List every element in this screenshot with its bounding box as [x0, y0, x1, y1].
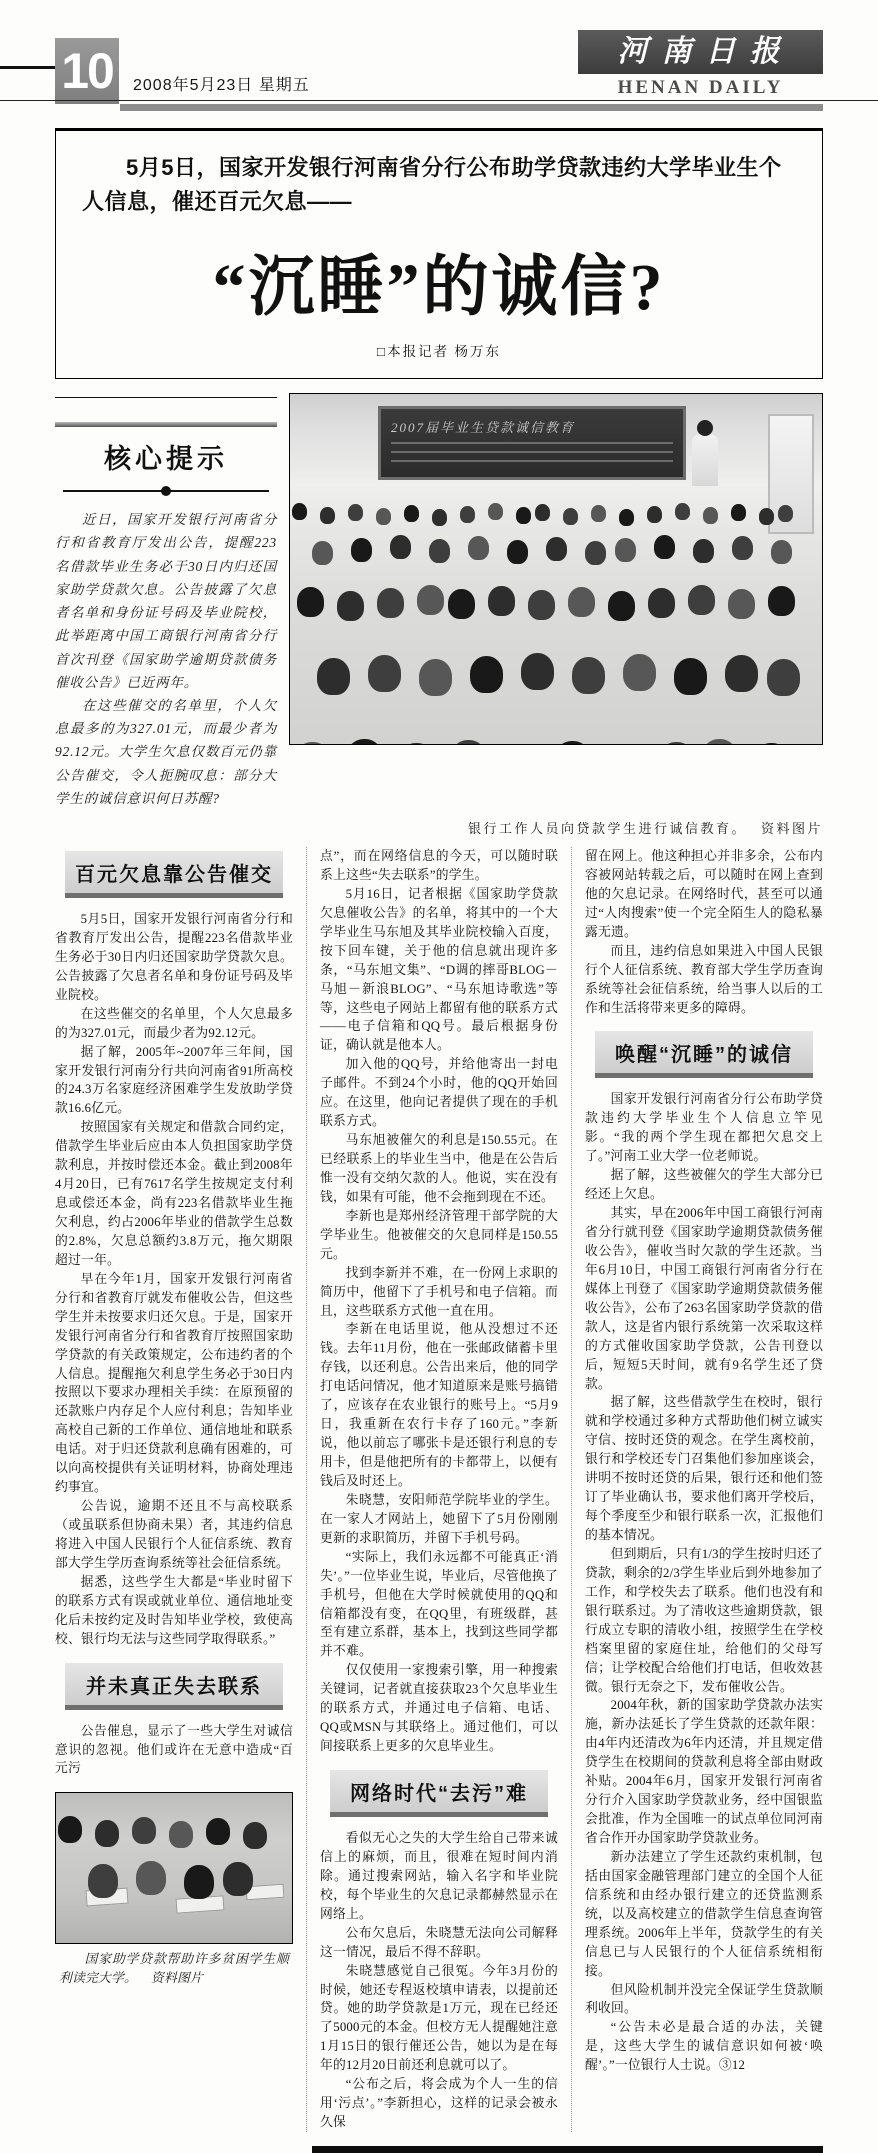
student-head: [674, 658, 707, 695]
student-head: [376, 508, 391, 525]
column-middle: [306, 847, 558, 2132]
student-head: [501, 744, 540, 745]
body-paragraph: 留在网上。他这种担心并非多余，公布内容被网站转载之后，可以随时在网上查到他的欠息记录。在网络时代，甚至可以通过“人肉搜索”使一个完全陌生人的隐私暴露无遗。: [585, 849, 823, 939]
divider: [55, 397, 277, 398]
masthead-english: HENAN DAILY: [617, 77, 784, 98]
body-paragraph: 朱晓慧感觉自己很冤。今年3月份的时候，她还专程返校填申请表，以提前还贷。她的助学贷款是1万元，现在已经还了5000元的本金。但校方无人提醒她注意1月15日的银行催还公告，她以为是在每年的12月20日前还利息就可以了。: [320, 1963, 558, 2073]
page-bottom-rule: [312, 2146, 823, 2153]
student-head: [88, 1864, 118, 1898]
student-head: [591, 505, 606, 522]
body-paragraph: “实际上，我们永远都不可能真正‘消失’。”一位毕业生说，毕业后，尽管他换了手机号，但他在大学时候就使用的QQ和信箱都没有变，在QQ里，有班级群，甚至有建立系群，基本上，找到这些同学都并不难。: [320, 1549, 558, 1659]
headline-kicker: 5月5日，国家开发银行河南省分行公布助学贷款违约大学毕业生个人信息，催还百元欠息——: [82, 155, 782, 215]
student-head: [615, 538, 636, 562]
student-head: [348, 504, 363, 521]
student-head: [345, 739, 384, 745]
main-photo-caption: [55, 818, 823, 837]
student-head: [169, 1821, 193, 1848]
student-head: [377, 588, 404, 618]
page-number: 10: [55, 38, 119, 104]
student-head: [390, 535, 411, 559]
body-paragraph: “公告未必是最合适的办法，关键是，这些大学生的诚信意识如何被‘唤醒’。”一位银行人士说。③12: [585, 2020, 823, 2073]
student-head: [568, 587, 595, 617]
article-body: [55, 847, 823, 2132]
small-photo-caption: [59, 1950, 289, 1988]
section-heading-3: 网络时代“去污”难: [330, 1770, 548, 1817]
student-head: [778, 505, 793, 522]
student-head: [293, 742, 332, 745]
student-head: [731, 504, 746, 521]
column-left: [55, 847, 293, 2132]
body-paragraph: 5月16日，记者根据《国家助学贷款欠息催收公告》的名单，将其中的一个大学毕业生马东旭及其毕业院校输入百度，按下回车键，关于他的信息就出现许多条，“马东旭文集”、“D调的摔哥BLOG－马旭－新浪BLOG”、“马东旭诗歌选”等等，这些电子网站上都留有他的联系方式——电子信箱和QQ号。最后根据身份证，确认就是他本人。: [320, 886, 558, 1053]
body-paragraph: 马东旭被催欠的利息是150.55元。在已经联系上的毕业生当中，他是在公告后惟一没有交纳欠款的人。他说，实在没有钱，如果有可能，他不会拖到现在不还。: [320, 1133, 558, 1204]
masthead-logo: 河南日报: [578, 30, 823, 74]
body-paragraph: 但到期后，只有1/3的学生按时归还了贷款，剩余的2/3学生毕业后到外地参加了工作，和学校失去了联系。他们也没有和银行联系过。为了清收这些逾期贷款，银行成立专职的清收小组，按照学生在学校档案里留的家庭住址，给他们的父母写信；让学校配合给他们打电话，但收效甚微。银行无奈之下，发布催收公告。: [585, 1546, 823, 1694]
student-head: [546, 537, 567, 561]
student-head: [419, 659, 452, 696]
student-head: [468, 536, 489, 560]
student-head: [95, 1820, 119, 1847]
student-head: [521, 653, 554, 690]
student-head: [693, 539, 714, 563]
body-paragraph: 公告催息，显示了一些大学生对诚信意识的忽视。他们或许在无意中造成“百元污: [55, 1723, 293, 1776]
student-head: [752, 743, 791, 745]
body-paragraph: 新办法建立了学生还款约束机制，包括由国家金融管理部门建立的全国个人征信系统和由经办银行建立的还贷监测系统，以及高校建立的借款学生信息查询管理系统。2006年上半年，贷款学生的有关信息已与人民银行的个人征信系统相衔接。: [585, 1849, 823, 1978]
student-head: [397, 743, 436, 745]
header-hairline: [0, 100, 878, 101]
body-paragraph: 据了解，这些被催欠的学生大部分已经还上欠息。: [585, 1168, 823, 1202]
body-paragraph: 李新也是郑州经济管理干部学院的大学毕业生。他被催交的欠息同样是150.55元。: [320, 1208, 558, 1261]
student-head: [184, 1865, 214, 1899]
body-paragraph: 找到李新并不难，在一份网上求职的简历中，他留下了手机号和电子信箱。而且，这些联系方式他一直在用。: [320, 1265, 558, 1318]
body-paragraph: 李新在电话里说，他从没想过不还钱。去年11月份，他在一张邮政储蓄卡里存钱，以还利息。公告出来后，他的同学打电话问情况，他才知道原来是账号搞错了，应该存在农业银行的账号上。“5月9日，我重新在农行卡存了160元。”李新说，他以前忘了哪张卡是还银行利息的专用卡，但是他把所有的卡都带上，以便有钱后及时还上。: [320, 1322, 558, 1488]
body-paragraph: 看似无心之失的大学生给自己带来诚信上的麻烦，而且，很难在短时间内消除。通过搜索网站，输入名字和毕业院校，每个毕业生的欠息记录都赫然显示在网络上。: [320, 1831, 558, 1921]
student-head: [759, 508, 774, 525]
divider: [55, 422, 277, 427]
main-headline: “沉睡”的诚信?: [212, 251, 666, 325]
section-3-text: [320, 1829, 558, 2132]
body-paragraph: 仅仅使用一家搜索引擎，用一种搜索关键词，记者就直接获取23个欠息毕业生的联系方式，并通过电子信箱、电话、QQ或MSN与其联络上。通过他们，可以间接联系上更多的欠息毕业生。: [320, 1663, 558, 1754]
student-head: [507, 540, 528, 564]
body-paragraph: 据了解，2005年~2007年三年间，国家开发银行河南分行共向河南省91所高校的24.3万名家庭经济困难学生发放助学贷款16.6亿元。: [55, 1044, 293, 1116]
body-paragraph: 2004年秋，新的国家助学贷款办法实施，新办法延长了学生贷款的还款年限：由4年内还清改为6年内还清，并且规定借贷学生在校期间的贷款利息将全部由财政补贴。2004年6月，国家开发银行河南省分行介入国家助学贷款业务，经中国银监会批准，作为全国唯一的试点单位同河南省合作开办国家助学贷款业务。: [585, 1698, 823, 1846]
student-head: [648, 588, 675, 618]
student-head: [688, 585, 715, 615]
header-graybar: [120, 104, 823, 111]
student-head: [223, 1862, 253, 1896]
masthead-brand: [578, 30, 823, 99]
student-head: [58, 1816, 82, 1843]
student-head: [470, 656, 503, 693]
body-paragraph: 国家开发银行河南省分行公布助学贷款违约大学毕业生个人信息立竿见影。“我的两个学生现在都把欠息交上了。”河南工业大学一位老师说。: [585, 1092, 823, 1164]
photo-credit: 资料图片: [760, 821, 823, 837]
student-head: [351, 538, 372, 562]
section-heading-2: 并未真正失去联系: [65, 1663, 283, 1710]
student-head: [647, 506, 662, 523]
caption-text: 银行工作人员向贷款学生进行诚信教育。: [467, 821, 747, 837]
student-head: [535, 504, 550, 521]
student-head: [768, 586, 795, 616]
body-paragraph: 但风险机制并没完全保证学生贷款顺利收回。: [585, 1982, 823, 2016]
student-head: [725, 655, 758, 692]
student-head: [449, 740, 488, 745]
student-head: [317, 658, 350, 695]
headline-module: [55, 128, 823, 379]
caption-text: 国家助学贷款帮助许多贫困学生顺利读完大学。: [59, 1952, 289, 1986]
student-head: [417, 585, 444, 615]
section-heading-1: 百元欠息靠公告催交: [65, 851, 283, 898]
student-head: [320, 507, 335, 524]
student-head: [608, 591, 635, 621]
blackboard-text: 2007届毕业生贷款诚信教育: [391, 420, 576, 436]
student-head: [312, 541, 333, 565]
student-head: [132, 1817, 156, 1844]
section-4-text: [585, 1090, 823, 2075]
body-paragraph: 在这些催交的名单里，个人欠息最多的为327.01元，而最少者为92.12元。: [55, 1006, 293, 1040]
core-tips-box: [55, 393, 277, 810]
chalk-lines: [391, 442, 673, 468]
body-paragraph: 加入他的QQ号，并给他寄出一封电子邮件。不到24个小时，他的QQ开始回应。在这里，他向记者提供了现在的手机联系方式。: [320, 1057, 558, 1129]
body-paragraph: 在这些催交的名单里，个人欠息最多的为327.01元，而最少者为92.12元。大学生欠息仅数百元仍靠公告催交，令人扼腕叹息：部分大学生的诚信意识何日苏醒?: [55, 697, 277, 806]
student-head: [700, 739, 739, 745]
page-header: [0, 0, 878, 112]
byline: □本报记者 杨万东: [376, 344, 502, 360]
section-heading-4: 唤醒“沉睡”的诚信: [595, 1031, 813, 1078]
body-paragraph: 据悉，这些学生大都是“毕业时留下的联系方式有误或就业单位、通信地址变化后未按约定及时告知毕业学校，致使高校、银行均无法与这些同学取得联系。”: [55, 1574, 293, 1646]
student-head: [206, 1818, 230, 1845]
student-head: [432, 509, 447, 526]
student-head: [404, 505, 419, 522]
student-head: [488, 586, 515, 616]
student-head: [516, 507, 531, 524]
body-paragraph: 近日，国家开发银行河南省分行和省教育厅发出公告，提醒223名借款毕业生务必于30日内归还国家助学贷款欠息。公告披露了欠息者名单和身份证号码及毕业院校，此举距离中国工商银行河南省分行首次刊登《国家助学逾期贷款债务催收公告》已近两年。: [55, 512, 277, 690]
student-head: [657, 742, 696, 745]
body-paragraph: 公布欠息后，朱晓慧无法向公司解释这一情况，最后不得不辞职。: [320, 1925, 558, 1959]
student-head: [585, 541, 606, 565]
student-head: [429, 539, 450, 563]
body-paragraph: “公布之后，将会成为个人一生的信用‘污点’。”李新担心，这样的记录会被永久保: [320, 2077, 558, 2130]
student-head: [448, 589, 475, 619]
student-head: [136, 1861, 166, 1895]
body-paragraph: 早在今年1月，国家开发银行河南省分行和省教育厅就发布催收公告，但这些学生并未按要求归还欠息。于是，国家开发银行河南省分行和省教育厅按照国家助学贷款的有关政策规定，公布违约者的个人信息。提醒拖欠利息学生务必于30日内按照以下要求办理相关手续：在原预留的还款账户内存足个人应付利息；告知毕业高校自己新的工作单位、通信地址和联系电话。对于归还贷款利息确有困难的，可以向高校提供有关证明材料，协商处理违约事宜。: [55, 1271, 293, 1495]
core-tips-text: [55, 508, 277, 810]
student-head: [619, 509, 634, 526]
dot-ornament: [161, 486, 171, 496]
student-head: [292, 503, 307, 520]
student-head: [488, 503, 503, 520]
section-2-continued-text: [320, 847, 558, 1756]
student-head: [767, 659, 800, 696]
dot-rule-divider: [63, 484, 269, 498]
body-paragraph: 5月5日，国家开发银行河南省分行和省教育厅发出公告，提醒223名借款毕业生务必于30日内归还国家助学贷款欠息。公告披露了欠息者名单和身份证号码及毕业院校。: [55, 912, 293, 1002]
header-rule: [0, 66, 56, 69]
student-head: [297, 587, 324, 617]
body-paragraph: 据了解，这些借款学生在校时，银行就和学校通过多种方式帮助他们树立诚实守信、按时还贷的观念。在学生离校前，银行和学校还专门召集他们参加座谈会，讲明不按时还贷的后果，银行还和他们签订了毕业确认书，要求他们离开学校后，每个季度至少和银行联系一次，汇报他们的基本情况。: [585, 1395, 823, 1543]
photo-credit: 资料图片: [150, 1971, 203, 1986]
student-head: [368, 655, 401, 692]
student-head: [528, 590, 555, 620]
student-head: [675, 503, 690, 520]
section-3-continued-text: [585, 847, 823, 1017]
student-head: [563, 508, 578, 525]
body-paragraph: 其实，早在2006年中国工商银行河南省分行就刊登《国家助学逾期贷款债务催收公告》，催收当时欠款的学生还款。当年6月10日，中国工商银行河南省分行在媒体上刊登了《国家助学逾期贷款债务催收公告》，公布了263名国家助学贷款的借款人，这是省内银行系统第一次采取这样的方式催收国家助学贷款，公告刊登以后，短短5天时间，就有9名学生还了贷款。: [585, 1206, 823, 1391]
student-head: [337, 591, 364, 621]
body-paragraph: 朱晓慧，安阳师范学院毕业的学生。在一家人才网站上，她留下了5月份刚刚更新的求职简历，并留下手机号码。: [320, 1492, 558, 1545]
student-head: [572, 657, 605, 694]
student-head: [703, 507, 718, 524]
classroom-photo: [289, 393, 823, 745]
body-paragraph: 点”，而在网络信息的今天，可以随时联系上这些“失去联系”的学生。: [320, 849, 558, 882]
student-head: [654, 535, 675, 559]
student-head: [732, 536, 753, 560]
core-tips-title: 核心提示: [104, 444, 228, 475]
student-head: [728, 589, 755, 619]
student-head: [243, 1822, 267, 1849]
student-head: [460, 506, 475, 523]
feature-row: [55, 393, 823, 810]
section-2-text: [55, 1722, 293, 1779]
student-head: [553, 741, 592, 745]
body-paragraph: 按照国家有关规定和借款合同约定，借款学生毕业后应由本人负担国家助学贷款利息，并按时偿还本金。截止到2008年4月20日，已有7617名学生按规定支付利息或偿还本金，尚有223名借款毕业生拖欠利息，约占2006年毕业的借款学生总数的2.8%，欠息总额约3.8万元，拖欠期限超过一年。: [55, 1120, 293, 1267]
students-studying-photo: [55, 1792, 293, 1944]
blackboard: [378, 406, 686, 480]
student-head: [771, 540, 792, 564]
section-1-text: [55, 910, 293, 1649]
body-paragraph: 而且，违约信息如果进入中国人民银行个人征信系统、教育部大学生学历查询系统等社会征信系统，给当事人以后的工作和生活将带来更多的障碍。: [585, 943, 823, 1015]
student-head: [623, 654, 656, 691]
body-paragraph: 公告说，逾期不还且不与高校联系（或虽联系但协商未果）者，其违约信息将进入中国人民银行个人征信系统、教育部大学生学历查询系统等社会征信系统。: [55, 1499, 293, 1570]
page-date: 2008年5月23日 星期五: [133, 77, 310, 94]
column-right: [571, 847, 823, 2132]
teacher-figure: [692, 434, 718, 486]
